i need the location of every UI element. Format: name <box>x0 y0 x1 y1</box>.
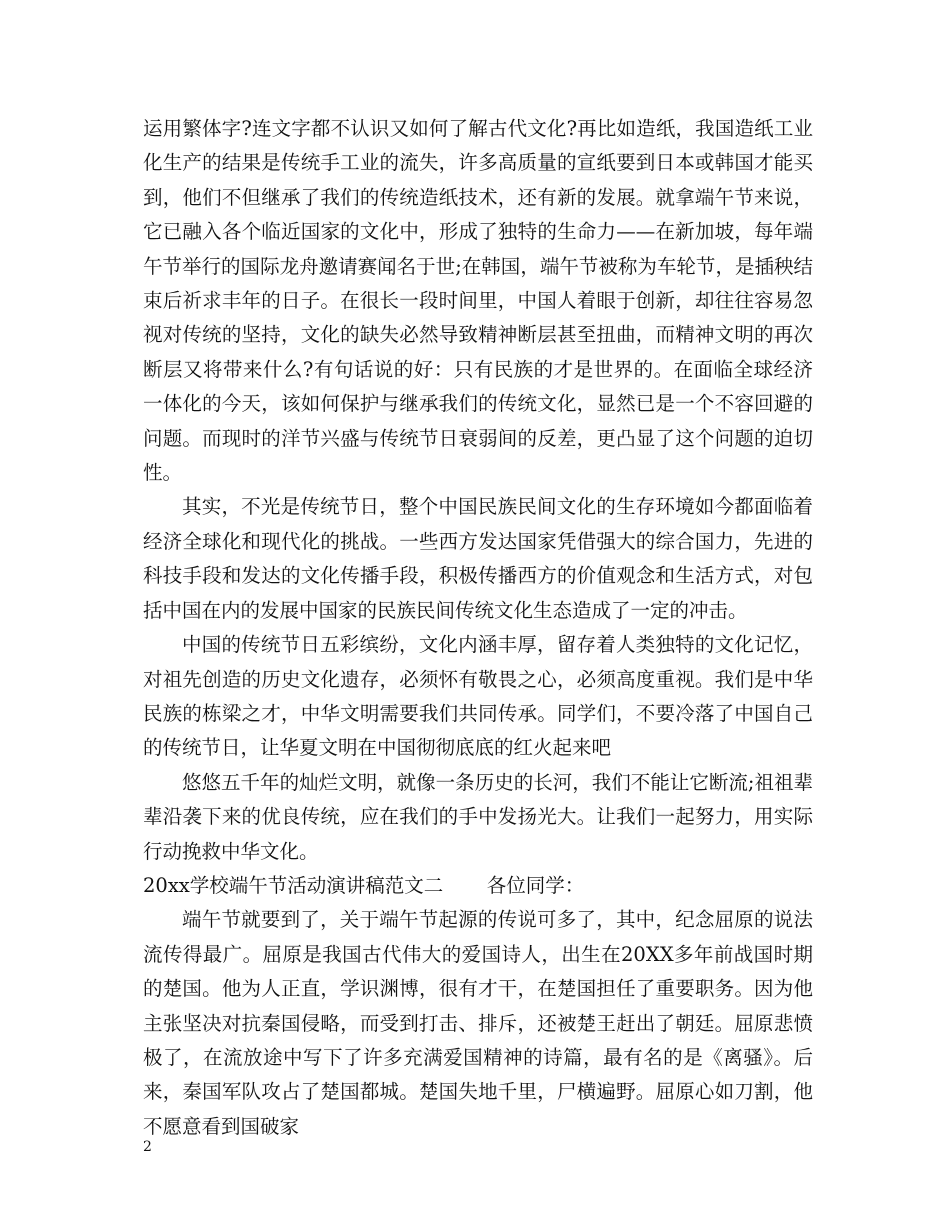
paragraph-2: 其实，不光是传统节日，整个中国民族民间文化的生存环境如今都面临着经济全球化和现代化的挑战。一些西方发达国家凭借强大的综合国力，先进的科技手段和发达的文化传播手段，积极传播西方的价值观念和生活方式，对包括中国在内的发展中国家的民族民间传统文化生态造成了一定的冲击。 <box>143 495 813 622</box>
paragraph-1: 运用繁体字?连文字都不认识又如何了解古代文化?再比如造纸，我国造纸工业化生产的结果是传统手工业的流失，许多高质量的宣纸要到日本或韩国才能买到，他们不但继承了我们的传统造纸技术，还有新的发展。就拿端午节来说，它已融入各个临近国家的文化中，形成了独特的生命力——在新加坡，每年端午节举行的国际龙舟邀请赛闻名于世;在韩国，端午节被称为车轮节，是插秧结束后祈求丰年的日子。在很长一段时间里，中国人着眼于创新，却往往容易忽视对传统的坚持，文化的缺失必然导致精神断层甚至扭曲，而精神文明的再次断层又将带来什么?有句话说的好：只有民族的才是世界的。在面临全球经济一体化的今天，该如何保护与继承我们的传统文化，显然已是一个不容回避的问题。而现时的洋节兴盛与传统节日衰弱间的反差，更凸显了这个问题的迫切性。 <box>143 117 813 485</box>
paragraph-5: 端午节就要到了，关于端午节起源的传说可多了，其中，纪念屈原的说法流传得最广。屈原是我国古代伟大的爱国诗人，出生在20XX多年前战国时期的楚国。他为人正直，学识渊博，很有才干，在楚国担任了重要职务。因为他主张坚决对抗秦国侵略，而受到打击、排斥，还被楚王赶出了朝廷。屈原悲愤极了，在流放途中写下了许多充满爱国精神的诗篇，最有名的是《离骚》。后来，秦国军队攻占了楚国都城。楚国失地千里，尸横遍野。屈原心如刀割，他不愿意看到国破家 <box>143 908 813 1138</box>
paragraph-3: 中国的传统节日五彩缤纷，文化内涵丰厚，留存着人类独特的文化记忆，对祖先创造的历史文化遗存，必须怀有敬畏之心，必须高度重视。我们是中华民族的栋梁之才，中华文明需要我们共同传承。同学们，不要冷落了中国自己的传统节日，让华夏文明在中国彻彻底底的红火起来吧 <box>143 633 813 760</box>
page-number: 2 <box>143 1139 152 1155</box>
paragraph-4: 悠悠五千年的灿烂文明，就像一条历史的长河，我们不能让它断流;祖祖辈辈沿袭下来的优良传统，应在我们的手中发扬光大。让我们一起努力，用实际行动挽救中华文化。 <box>143 770 813 863</box>
speech-heading: 20xx学校端午节活动演讲稿范文二 各位同学： <box>143 873 585 897</box>
body-text <box>143 112 813 1144</box>
